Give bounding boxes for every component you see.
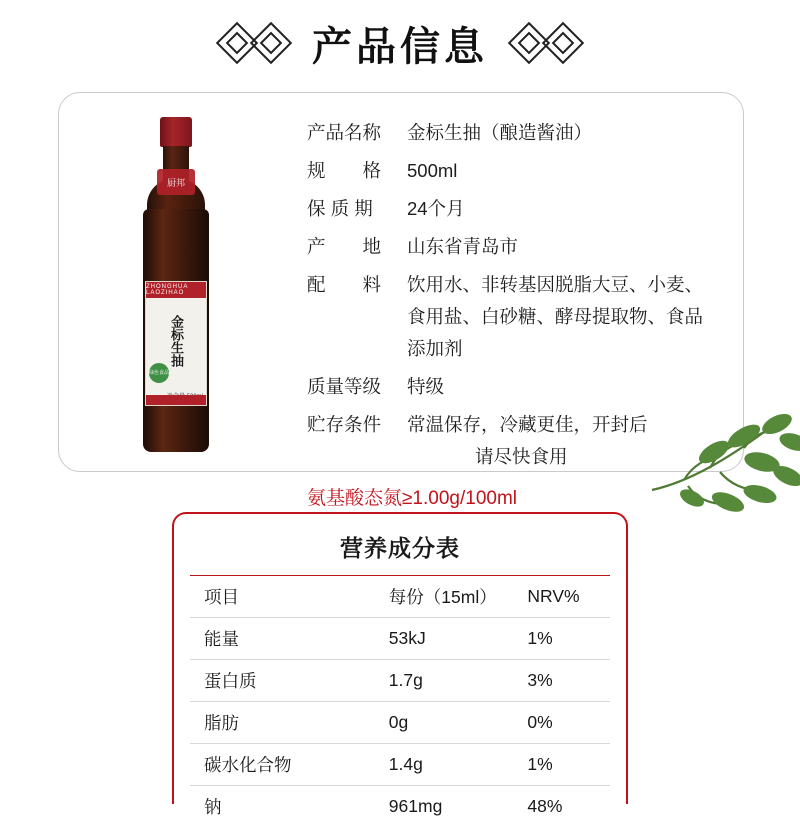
spec-value: 特级 bbox=[407, 371, 719, 403]
spec-value: 24个月 bbox=[407, 193, 719, 225]
spec-key: 配 料 bbox=[307, 269, 407, 365]
nutrition-card bbox=[172, 512, 628, 804]
spec-key: 保 质 期 bbox=[307, 193, 407, 225]
cell-nrv: 48% bbox=[513, 786, 610, 827]
cell-item: 钠 bbox=[190, 786, 375, 827]
spec-value: 500ml bbox=[407, 155, 719, 187]
amino-acid-nitrogen-note: 氨基酸态氮≥1.00g/100ml bbox=[307, 483, 719, 515]
bottle-neck-label: 厨邦 bbox=[157, 169, 195, 195]
spec-row-name bbox=[307, 117, 719, 149]
spec-key: 质量等级 bbox=[307, 371, 407, 403]
bottle-label-name: 金标生抽 bbox=[169, 302, 183, 372]
column-header-item: 项目 bbox=[190, 576, 375, 618]
spec-key: 贮存条件 bbox=[307, 409, 407, 473]
cell-amount: 53kJ bbox=[375, 618, 514, 660]
spec-key: 产 地 bbox=[307, 231, 407, 263]
spec-value: 山东省青岛市 bbox=[407, 231, 719, 263]
spec-row-size bbox=[307, 155, 719, 187]
cell-amount: 0g bbox=[375, 702, 514, 744]
spec-value-line2: 请尽快食用 bbox=[407, 441, 719, 473]
cell-item: 脂肪 bbox=[190, 702, 375, 744]
diamond-ornament-icon-left bbox=[222, 28, 286, 58]
spec-value: 饮用水、非转基因脱脂大豆、小麦、食用盐、白砂糖、酵母提取物、食品添加剂 bbox=[407, 269, 719, 365]
nutrition-table bbox=[190, 575, 610, 827]
spec-row-quality-grade bbox=[307, 371, 719, 403]
cell-nrv: 1% bbox=[513, 744, 610, 786]
green-food-badge-icon: 绿色食品 bbox=[149, 363, 169, 383]
product-image bbox=[111, 107, 241, 457]
table-row bbox=[190, 702, 610, 744]
cell-item: 能量 bbox=[190, 618, 375, 660]
cell-nrv: 1% bbox=[513, 618, 610, 660]
diamond-ornament-icon-right bbox=[514, 28, 578, 58]
spec-row-shelf-life bbox=[307, 193, 719, 225]
spec-row-storage bbox=[307, 409, 719, 473]
cell-nrv: 0% bbox=[513, 702, 610, 744]
cell-amount: 1.4g bbox=[375, 744, 514, 786]
bottle-main-label bbox=[145, 281, 207, 406]
column-header-nrv: NRV% bbox=[513, 576, 610, 618]
bottle-label-topline: ZHONGHUA LAOZIHAO bbox=[146, 282, 206, 298]
table-header-row bbox=[190, 576, 610, 618]
table-row bbox=[190, 786, 610, 827]
product-info-card bbox=[58, 92, 744, 472]
spec-value: 金标生抽（酿造酱油） bbox=[407, 117, 719, 149]
spec-list bbox=[307, 117, 719, 515]
cell-item: 蛋白质 bbox=[190, 660, 375, 702]
cell-item: 碳水化合物 bbox=[190, 744, 375, 786]
spec-row-origin bbox=[307, 231, 719, 263]
spec-row-ingredients bbox=[307, 269, 719, 365]
page-title: 产品信息 bbox=[312, 15, 488, 72]
soy-sauce-bottle-icon bbox=[139, 117, 213, 452]
table-row bbox=[190, 618, 610, 660]
nutrition-title: 营养成分表 bbox=[190, 514, 610, 575]
spec-value-line1: 常温保存，冷藏更佳，开封后 bbox=[407, 409, 719, 441]
cell-amount: 961mg bbox=[375, 786, 514, 827]
cell-amount: 1.7g bbox=[375, 660, 514, 702]
spec-key: 规 格 bbox=[307, 155, 407, 187]
spec-key: 产品名称 bbox=[307, 117, 407, 149]
cell-nrv: 3% bbox=[513, 660, 610, 702]
table-row bbox=[190, 660, 610, 702]
table-row bbox=[190, 744, 610, 786]
page-header bbox=[0, 4, 800, 82]
spec-value bbox=[407, 409, 719, 473]
column-header-per-serving: 每份（15ml） bbox=[375, 576, 514, 618]
